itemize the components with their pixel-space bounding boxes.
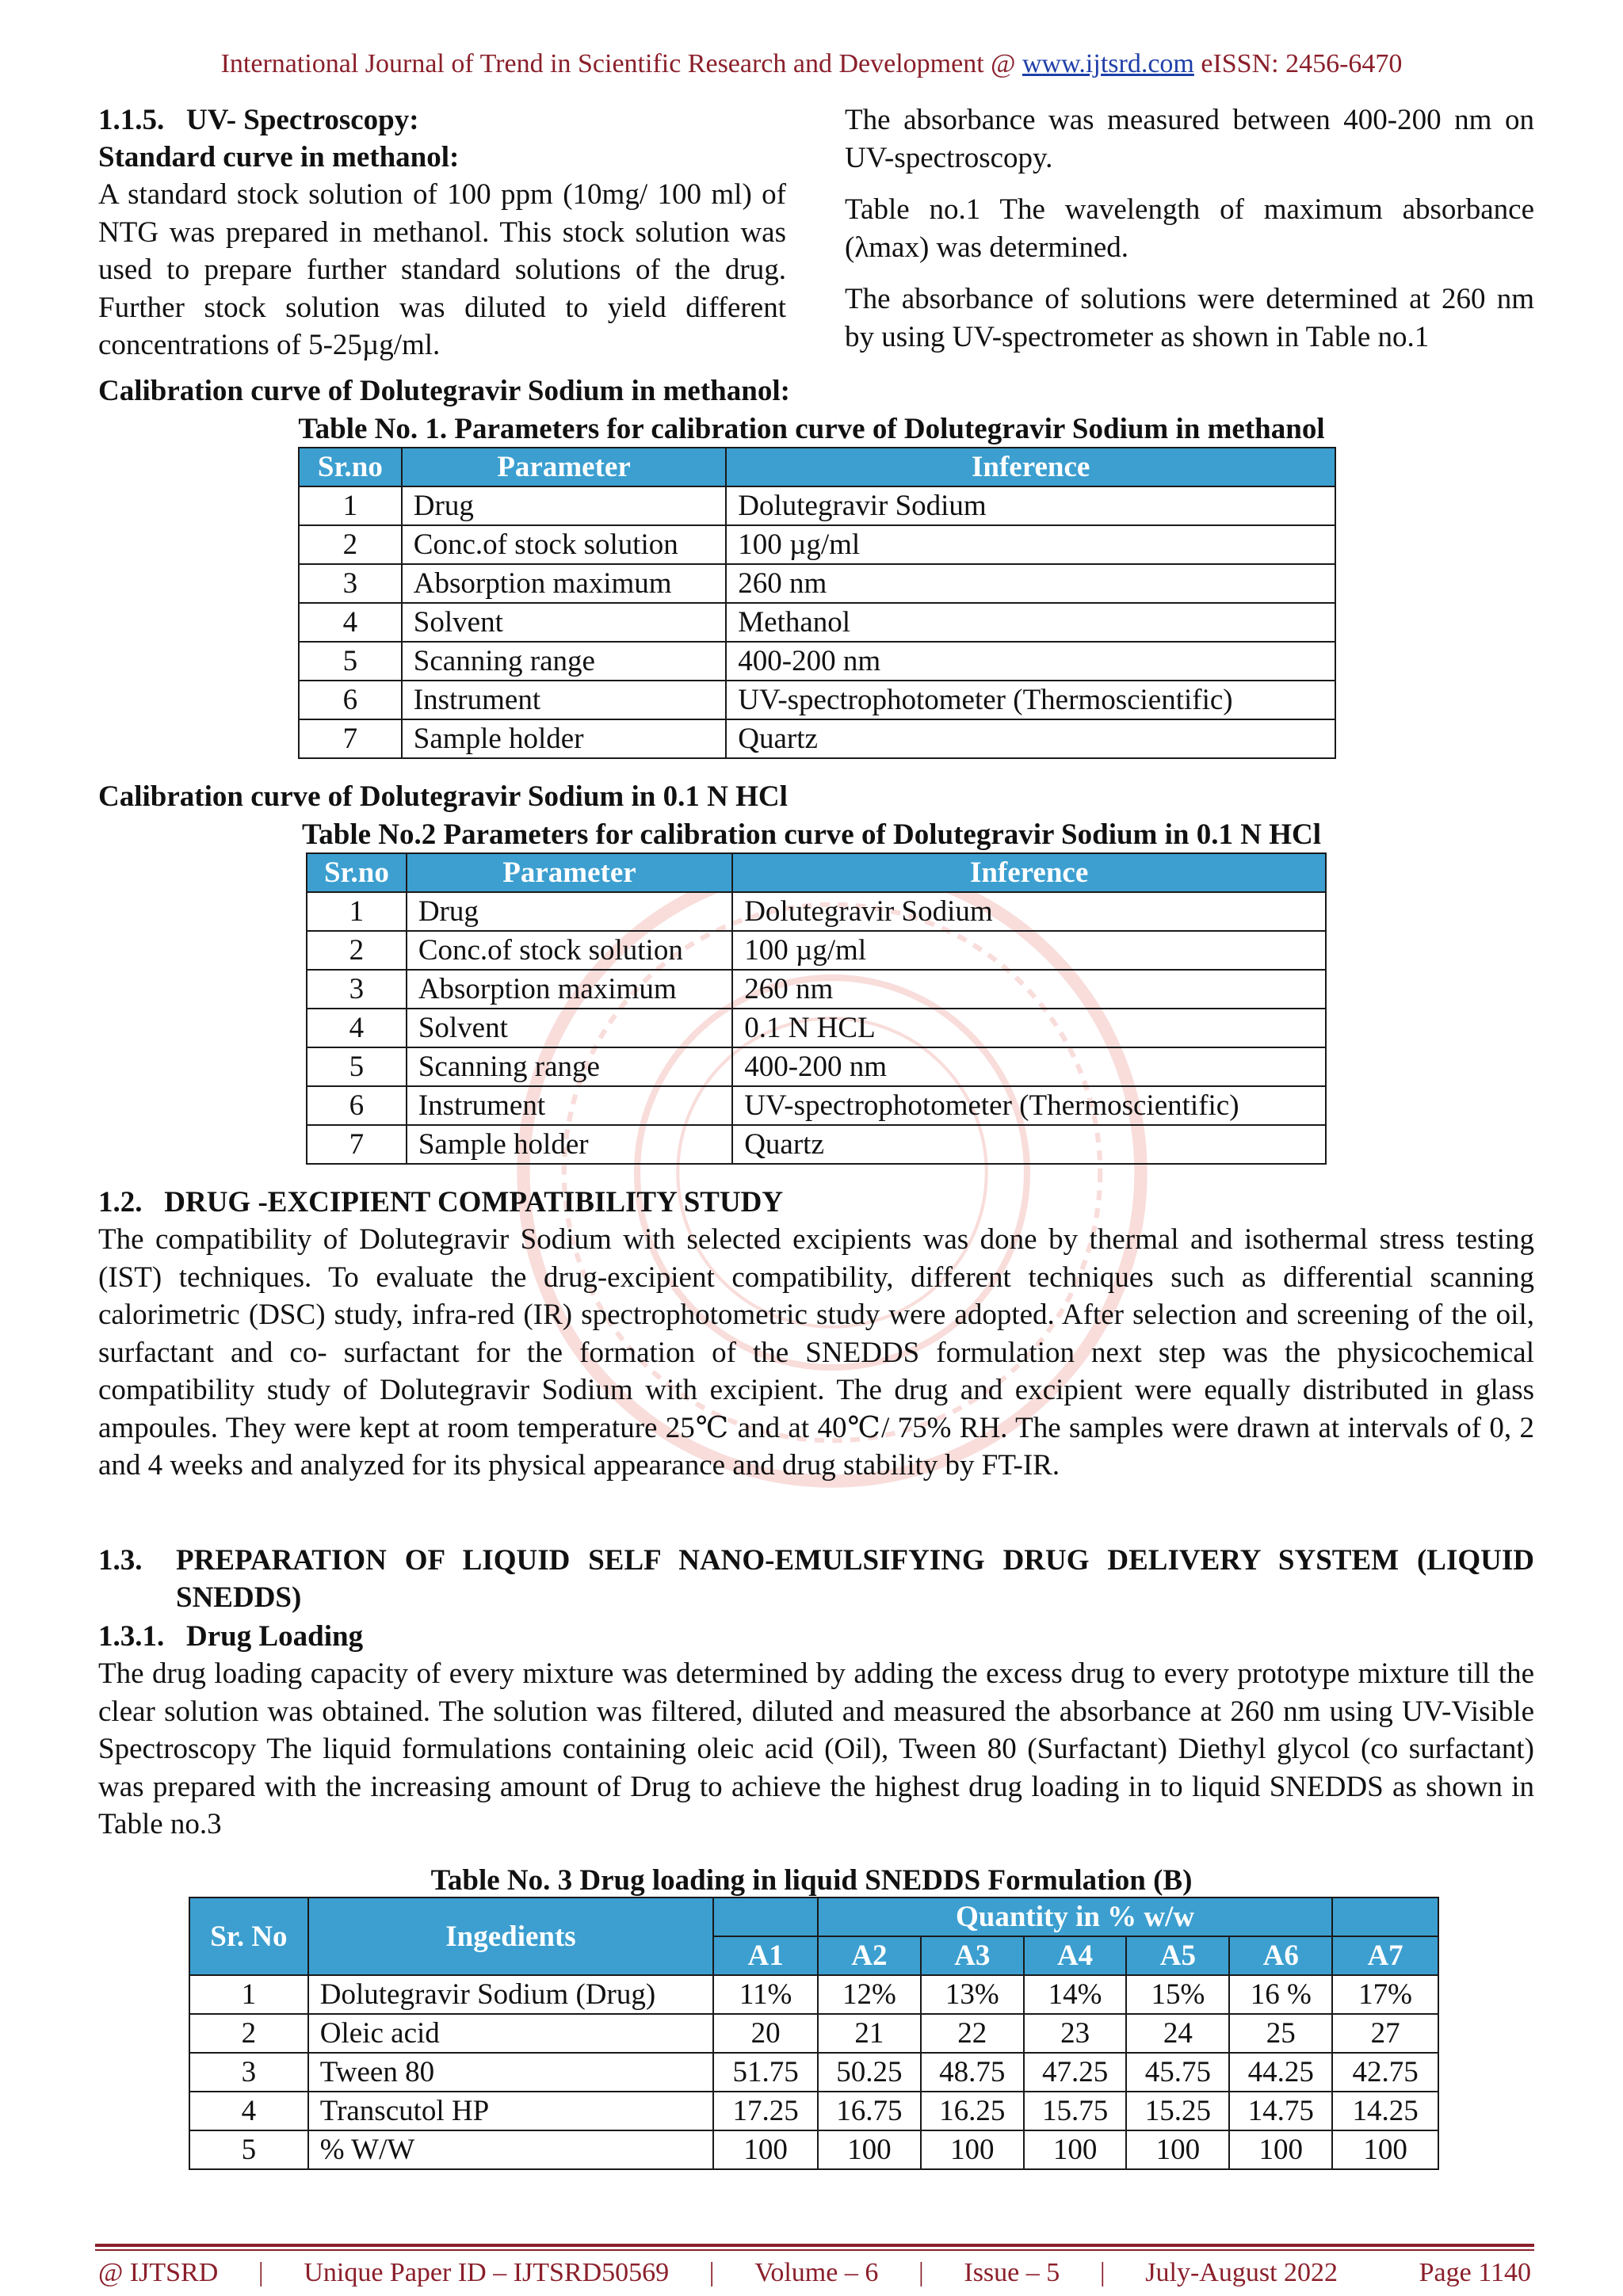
table-row xyxy=(299,603,1335,642)
table-cell: 400-200 nm xyxy=(732,1047,1326,1086)
table1-header-parameter: Parameter xyxy=(402,448,726,486)
footer-page-number: Page 1140 xyxy=(1419,2258,1531,2287)
footer-paper-id: Unique Paper ID – IJTSRD50569 xyxy=(304,2258,670,2287)
table3-header-srno: Sr. No xyxy=(189,1897,308,1975)
uv-spectroscopy-section xyxy=(98,101,786,364)
absorbance-range-paragraph: The absorbance was measured between 400-200 nm on UV-spectroscopy. xyxy=(845,104,1534,174)
table3-header-empty xyxy=(1332,1897,1438,1936)
table-row xyxy=(307,1125,1326,1164)
table-cell: 4 xyxy=(189,2092,308,2130)
table-cell: 3 xyxy=(189,2053,308,2092)
table-cell: 42.75 xyxy=(1332,2053,1438,2092)
table-cell: 45.75 xyxy=(1126,2053,1229,2092)
table-row xyxy=(189,2092,1438,2130)
table-cell: Conc.of stock solution xyxy=(407,931,732,970)
table-cell: Drug xyxy=(402,486,726,525)
table-cell: 23 xyxy=(1024,2014,1127,2053)
compatibility-paragraph: The compatibility of Dolutegravir Sodium with selected excipients was done by thermal and isothermal stress testing (IST) techniques. To evaluate the drug-excipient compatibility, different techniques such as differential scanning calorimetric (DSC) study, infra-red (IR) spectrophotometric study were adopted. After selection and screening of the oil, surfactant and co- surfactant for the formation of the SNEDDS formulation next step was the physicochemical compatibility study of Dolutegravir Sodium with excipient. The drug and excipient were equally distributed in glass ampoules. They were kept at room temperature 25℃ and at 40℃/ 75% RH. The samples were drawn at intervals of 0, 2 and 4 weeks and analyzed for its physical appearance and drug stability by FT-IR. xyxy=(98,1223,1534,1482)
table-row xyxy=(307,1009,1326,1047)
table1-header-srno: Sr.no xyxy=(299,448,402,486)
lambda-max-paragraph: Table no.1 The wavelength of maximum absorbance (λmax) was determined. xyxy=(845,193,1534,264)
table-cell: 1 xyxy=(189,1975,308,2014)
table-cell: 47.25 xyxy=(1024,2053,1127,2092)
drug-loading-section xyxy=(98,1618,1534,1844)
table-cell: 5 xyxy=(307,1047,407,1086)
table-row xyxy=(299,719,1335,758)
section-heading-1-2: 1.2. DRUG -EXCIPIENT COMPATIBILITY STUDY xyxy=(98,1186,784,1219)
table-cell: Sample holder xyxy=(402,719,726,758)
table-cell: 14.75 xyxy=(1229,2092,1332,2130)
table3-col-a5: A5 xyxy=(1126,1936,1229,1975)
table2-caption: Table No.2 Parameters for calibration curve of Dolutegravir Sodium in 0.1 N HCl xyxy=(302,818,1321,851)
table-cell: 27 xyxy=(1332,2014,1438,2053)
table-cell: 15% xyxy=(1126,1975,1229,2014)
table-cell: 50.25 xyxy=(818,2053,921,2092)
section-heading-1-3: PREPARATION OF LIQUID SELF NANO-EMULSIFYING DRUG DELIVERY SYSTEM (LIQUID SNEDDS) xyxy=(176,1544,1534,1614)
table-cell: 3 xyxy=(299,564,402,603)
table-cell: 2 xyxy=(307,931,407,970)
table-row xyxy=(307,892,1326,931)
table-cell: 4 xyxy=(299,603,402,642)
footer-date: July-August 2022 xyxy=(1145,2258,1338,2287)
table-cell: UV-spectrophotometer (Thermoscientific) xyxy=(732,1086,1326,1125)
table-cell: 48.75 xyxy=(921,2053,1024,2092)
table-cell: 15.25 xyxy=(1126,2092,1229,2130)
table-cell: 2 xyxy=(189,2014,308,2053)
table-cell: 11% xyxy=(713,1975,818,2014)
table3-header-ingredients: Ingedients xyxy=(308,1897,713,1975)
table3-header-empty xyxy=(713,1897,818,1936)
footer-separator: | xyxy=(708,2258,715,2287)
table3-drug-loading xyxy=(189,1897,1439,2170)
table-row xyxy=(307,970,1326,1009)
table-cell: Dolutegravir Sodium (Drug) xyxy=(308,1975,713,2014)
table-cell: Solvent xyxy=(402,603,726,642)
table2-parameters-hcl xyxy=(306,852,1327,1165)
table-cell: 3 xyxy=(307,970,407,1009)
footer-rule-thin xyxy=(95,2249,1534,2251)
table-cell: 6 xyxy=(307,1086,407,1125)
table-cell: 100 xyxy=(1024,2130,1127,2169)
footer-issue: Issue – 5 xyxy=(964,2258,1060,2287)
table-cell: 260 nm xyxy=(732,970,1326,1009)
table3-col-a1: A1 xyxy=(713,1936,818,1975)
table-cell: Methanol xyxy=(726,603,1335,642)
table3-col-a2: A2 xyxy=(818,1936,921,1975)
table-cell: Drug xyxy=(407,892,732,931)
table-cell: UV-spectrophotometer (Thermoscientific) xyxy=(726,681,1335,719)
table-cell: Transcutol HP xyxy=(308,2092,713,2130)
table-cell: Conc.of stock solution xyxy=(402,525,726,564)
table-cell: Dolutegravir Sodium xyxy=(726,486,1335,525)
table-row xyxy=(189,2014,1438,2053)
table2-header-srno: Sr.no xyxy=(307,853,407,892)
table-row xyxy=(299,486,1335,525)
section-number-1-3: 1.3. xyxy=(98,1544,143,1577)
footer-volume: Volume – 6 xyxy=(754,2258,879,2287)
header-issn: eISSN: 2456-6470 xyxy=(1193,49,1403,78)
calibration-hcl-heading: Calibration curve of Dolutegravir Sodium in 0.1 N HCl xyxy=(98,780,788,813)
compatibility-section xyxy=(98,1184,1534,1485)
section-heading-1-1-5: 1.1.5. UV- Spectroscopy: xyxy=(98,104,419,136)
table-cell: 100 xyxy=(921,2130,1024,2169)
table2-header-inference: Inference xyxy=(732,853,1326,892)
table-cell: Absorption maximum xyxy=(402,564,726,603)
table-cell: 51.75 xyxy=(713,2053,818,2092)
right-column-text xyxy=(845,101,1534,356)
table-cell: 7 xyxy=(307,1125,407,1164)
standard-curve-paragraph: A standard stock solution of 100 ppm (10mg/ 100 ml) of NTG was prepared in methanol. This stock solution was used to prepare further standard solutions of the drug. Further stock solution was diluted to yield different concentrations of 5-25µg/ml. xyxy=(98,178,786,361)
table1-parameters-methanol xyxy=(298,447,1336,759)
table-cell: 100 xyxy=(1126,2130,1229,2169)
table-cell: 1 xyxy=(307,892,407,931)
table-row xyxy=(189,1975,1438,2014)
table-row xyxy=(307,931,1326,970)
table-cell: 12% xyxy=(818,1975,921,2014)
table-cell: Scanning range xyxy=(407,1047,732,1086)
table-cell: 17% xyxy=(1332,1975,1438,2014)
table-row xyxy=(189,2053,1438,2092)
footer-separator: | xyxy=(258,2258,264,2287)
table-cell: Solvent xyxy=(407,1009,732,1047)
table3-header-quantity-group: Quantity in % w/w xyxy=(818,1897,1332,1936)
journal-url-link[interactable]: www.ijtsrd.com xyxy=(1022,49,1194,78)
table-cell: 2 xyxy=(299,525,402,564)
table1-caption: Table No. 1. Parameters for calibration curve of Dolutegravir Sodium in methanol xyxy=(298,413,1325,445)
table-cell: 5 xyxy=(299,642,402,681)
table-cell: 14% xyxy=(1024,1975,1127,2014)
table-cell: 16.75 xyxy=(818,2092,921,2130)
table2-header-parameter: Parameter xyxy=(407,853,732,892)
table-cell: Dolutegravir Sodium xyxy=(732,892,1326,931)
table-cell: Quartz xyxy=(726,719,1335,758)
table-cell: 16 % xyxy=(1229,1975,1332,2014)
table-row xyxy=(299,525,1335,564)
table-cell: 100 xyxy=(1332,2130,1438,2169)
table-cell: 100 xyxy=(713,2130,818,2169)
table-cell: Instrument xyxy=(407,1086,732,1125)
table-cell: 14.25 xyxy=(1332,2092,1438,2130)
table-cell: Instrument xyxy=(402,681,726,719)
table-row xyxy=(189,2130,1438,2169)
header-journal-name: International Journal of Trend in Scientific Research and Development @ xyxy=(220,49,1022,78)
subheading-standard-curve: Standard curve in methanol: xyxy=(98,141,460,174)
table-cell: 1 xyxy=(299,486,402,525)
table-cell: Absorption maximum xyxy=(407,970,732,1009)
table3-caption: Table No. 3 Drug loading in liquid SNEDDS Formulation (B) xyxy=(430,1864,1193,1897)
table-cell: 21 xyxy=(818,2014,921,2053)
table-cell: 260 nm xyxy=(726,564,1335,603)
table-cell: 0.1 N HCL xyxy=(732,1009,1326,1047)
table-cell: % W/W xyxy=(308,2130,713,2169)
running-footer xyxy=(98,2258,1531,2288)
table3-col-a4: A4 xyxy=(1024,1936,1127,1975)
table-cell: 100 µg/ml xyxy=(726,525,1335,564)
table-cell: 20 xyxy=(713,2014,818,2053)
footer-journal: @ IJTSRD xyxy=(98,2258,219,2287)
table-cell: 400-200 nm xyxy=(726,642,1335,681)
table-cell: 100 xyxy=(818,2130,921,2169)
table-cell: 44.25 xyxy=(1229,2053,1332,2092)
table-cell: Oleic acid xyxy=(308,2014,713,2053)
running-header xyxy=(0,49,1623,79)
table-cell: 100 xyxy=(1229,2130,1332,2169)
table-cell: 15.75 xyxy=(1024,2092,1127,2130)
calibration-methanol-heading: Calibration curve of Dolutegravir Sodium in methanol: xyxy=(98,375,790,407)
table-row xyxy=(307,1086,1326,1125)
table-cell: 4 xyxy=(307,1009,407,1047)
table-cell: Tween 80 xyxy=(308,2053,713,2092)
table3-col-a3: A3 xyxy=(921,1936,1024,1975)
table-cell: 13% xyxy=(921,1975,1024,2014)
table-cell: 100 µg/ml xyxy=(732,931,1326,970)
table-cell: 22 xyxy=(921,2014,1024,2053)
table-cell: 16.25 xyxy=(921,2092,1024,2130)
table-row xyxy=(299,681,1335,719)
section-1-3 xyxy=(98,1542,1534,1616)
table-cell: 7 xyxy=(299,719,402,758)
table-row xyxy=(299,642,1335,681)
table-cell: Sample holder xyxy=(407,1125,732,1164)
section-heading-1-3-1: 1.3.1. Drug Loading xyxy=(98,1620,364,1653)
footer-separator: | xyxy=(1099,2258,1106,2287)
table-cell: 25 xyxy=(1229,2014,1332,2053)
table-cell: 6 xyxy=(299,681,402,719)
table-row xyxy=(307,1047,1326,1086)
table-cell: Quartz xyxy=(732,1125,1326,1164)
table3-col-a7: A7 xyxy=(1332,1936,1438,1975)
absorbance-260-paragraph: The absorbance of solutions were determined at 260 nm by using UV-spectrometer as shown in Table no.1 xyxy=(845,283,1534,353)
table-cell: 24 xyxy=(1126,2014,1229,2053)
table3-col-a6: A6 xyxy=(1229,1936,1332,1975)
drug-loading-paragraph: The drug loading capacity of every mixture was determined by adding the excess drug to every prototype mixture till the clear solution was obtained. The solution was filtered, diluted and measured the absorbance at 260 nm using UV-Visible Spectroscopy The liquid formulations containing oleic acid (Oil), Tween 80 (Surfactant) Diethyl glycol (co surfactant) was prepared with the increasing amount of Drug to achieve the highest drug loading in to liquid SNEDDS as shown in Table no.3 xyxy=(98,1657,1534,1840)
footer-rule xyxy=(95,2244,1534,2247)
table-cell: Scanning range xyxy=(402,642,726,681)
table-cell: 5 xyxy=(189,2130,308,2169)
table1-header-inference: Inference xyxy=(726,448,1335,486)
footer-separator: | xyxy=(918,2258,924,2287)
table-cell: 17.25 xyxy=(713,2092,818,2130)
table-row xyxy=(299,564,1335,603)
